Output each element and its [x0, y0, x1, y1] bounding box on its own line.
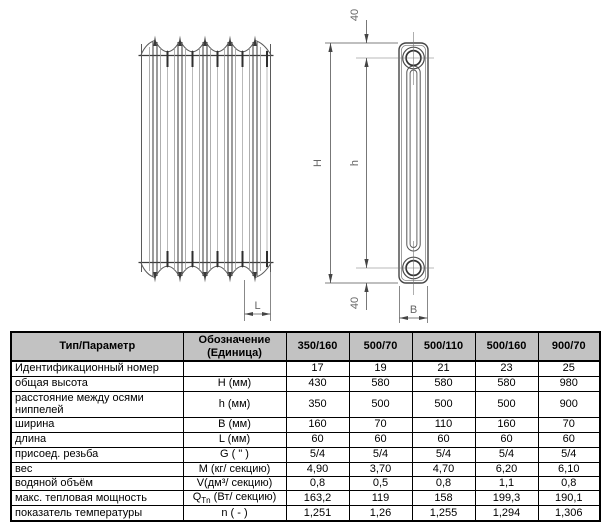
value-cell: 23 — [475, 361, 538, 376]
header-type-3: 500/110 — [412, 332, 475, 361]
value-cell: 0,8 — [412, 476, 475, 490]
dimension-h — [349, 58, 369, 268]
table-row — [11, 447, 600, 462]
value-cell: 60 — [475, 432, 538, 447]
value-cell: 500 — [349, 391, 412, 417]
header-type-1: 350/160 — [286, 332, 349, 361]
section-bottom-tips — [153, 272, 256, 283]
unit-cell: h (мм) — [183, 391, 286, 417]
fin-lines-light — [150, 47, 268, 271]
param-cell: ширина — [11, 417, 183, 432]
value-cell: 580 — [412, 376, 475, 391]
header-type-2: 500/70 — [349, 332, 412, 361]
param-cell: длина — [11, 432, 183, 447]
value-cell: 1,294 — [475, 506, 538, 521]
value-cell: 190,1 — [538, 490, 600, 505]
value-cell: 17 — [286, 361, 349, 376]
table-row — [11, 417, 600, 432]
value-cell: 5/4 — [538, 447, 600, 462]
value-cell: 1,1 — [475, 476, 538, 490]
param-cell: присоед. резьба — [11, 447, 183, 462]
unit-cell: n ( - ) — [183, 506, 286, 521]
value-cell: 0,8 — [538, 476, 600, 490]
unit-cell: V(дм³/ секцию) — [183, 476, 286, 490]
value-cell: 430 — [286, 376, 349, 391]
value-cell: 500 — [412, 391, 475, 417]
unit-cell: L (мм) — [183, 432, 286, 447]
param-cell: макс. тепловая мощность — [11, 490, 183, 505]
fin-lines-dark — [153, 42, 257, 276]
value-cell: 110 — [412, 417, 475, 432]
value-cell: 119 — [349, 490, 412, 505]
value-cell: 6,20 — [475, 462, 538, 476]
dimension-label: h — [349, 159, 361, 167]
value-cell: 1,255 — [412, 506, 475, 521]
param-cell: показатель температуры — [11, 506, 183, 521]
value-cell: 980 — [538, 376, 600, 391]
header-designation-line1: Обозначение — [198, 333, 271, 346]
dimension-bottom-offset — [349, 283, 369, 310]
unit-cell — [183, 361, 286, 376]
table-row — [11, 361, 600, 376]
value-cell: 70 — [349, 417, 412, 432]
header-param: Тип/Параметр — [11, 332, 183, 361]
value-cell: 0,5 — [349, 476, 412, 490]
dimension-label: L — [254, 300, 261, 312]
value-cell: 5/4 — [412, 447, 475, 462]
unit-cell: B (мм) — [183, 417, 286, 432]
param-cell: водяной объём — [11, 476, 183, 490]
value-cell: 60 — [538, 432, 600, 447]
value-cell: 5/4 — [286, 447, 349, 462]
table-row — [11, 490, 600, 505]
value-cell: 6,10 — [538, 462, 600, 476]
value-cell: 5/4 — [475, 447, 538, 462]
param-cell: расстояние между осями ниппелей — [11, 391, 183, 417]
param-cell: вес — [11, 462, 183, 476]
table-row — [11, 462, 600, 476]
table-row — [11, 376, 600, 391]
value-cell: 60 — [286, 432, 349, 447]
unit-cell: М (кг/ секцию) — [183, 462, 286, 476]
value-cell: 60 — [349, 432, 412, 447]
unit-cell: H (мм) — [183, 376, 286, 391]
value-cell: 500 — [475, 391, 538, 417]
dimension-label: H — [312, 159, 324, 167]
spec-table-body — [11, 361, 600, 521]
value-cell: 60 — [412, 432, 475, 447]
header-type-5: 900/70 — [538, 332, 600, 361]
radiator-side-view — [356, 32, 434, 295]
value-cell: 160 — [286, 417, 349, 432]
value-cell: 160 — [475, 417, 538, 432]
header-type-4: 500/160 — [475, 332, 538, 361]
spec-table — [10, 331, 601, 522]
value-cell: 0,8 — [286, 476, 349, 490]
value-cell: 4,70 — [412, 462, 475, 476]
value-cell: 158 — [412, 490, 475, 505]
table-row — [11, 391, 600, 417]
value-cell: 199,3 — [475, 490, 538, 505]
header-row — [11, 332, 600, 361]
table-row — [11, 432, 600, 447]
value-cell: 1,26 — [349, 506, 412, 521]
value-cell: 5/4 — [349, 447, 412, 462]
value-cell: 350 — [286, 391, 349, 417]
unit-cell: G ( " ) — [183, 447, 286, 462]
header-designation — [183, 332, 286, 361]
dimension-top-offset — [349, 9, 369, 43]
radiator-front-view — [139, 36, 274, 283]
table-row — [11, 476, 600, 490]
header-designation-line2: (Единица) — [207, 346, 262, 359]
value-cell: 1,251 — [286, 506, 349, 521]
dimension-label: 40 — [349, 8, 361, 22]
dimension-label: B — [409, 304, 418, 316]
value-cell: 70 — [538, 417, 600, 432]
value-cell: 4,90 — [286, 462, 349, 476]
unit-cell: $Q_{Тn}$ (Вт/ секцию) — [183, 490, 286, 505]
value-cell: 580 — [475, 376, 538, 391]
value-cell: 163,2 — [286, 490, 349, 505]
value-cell: 1,306 — [538, 506, 600, 521]
param-cell: общая высота — [11, 376, 183, 391]
table-row — [11, 506, 600, 521]
value-cell: 900 — [538, 391, 600, 417]
value-cell: 3,70 — [349, 462, 412, 476]
value-cell: 580 — [349, 376, 412, 391]
dimension-label: 40 — [349, 296, 361, 310]
section-top-tips — [153, 36, 256, 47]
param-cell: Идентификационный номер — [11, 361, 183, 376]
value-cell: 25 — [538, 361, 600, 376]
value-cell: 19 — [349, 361, 412, 376]
value-cell: 21 — [412, 361, 475, 376]
